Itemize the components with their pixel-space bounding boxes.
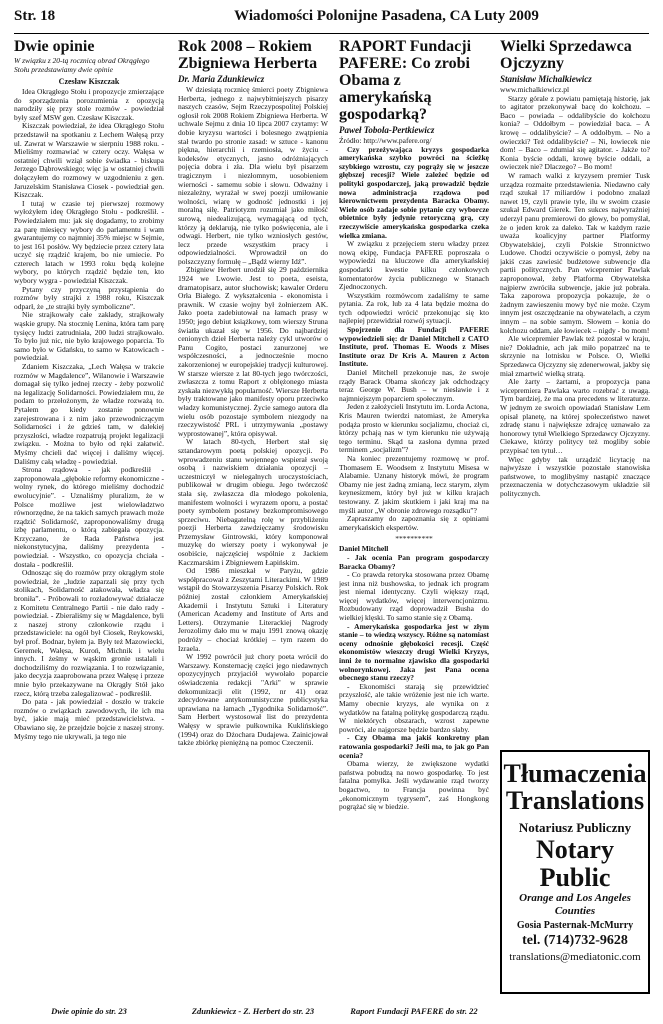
article-dwie-opinie bbox=[14, 38, 164, 1016]
article-byline: Dr. Maria Zdunkiewicz bbox=[178, 74, 265, 84]
article-lead: Czy przeżywająca kryzys gospodarka amerykańska szybko powróci na ścieżkę szybkiego wzrostu, czy pogrąży się w jeszcze głębszej recesji? Wiele zależeć będzie od polityki gospodarczej, jaką prowadzić będzie nowa administracja rządowa pod kierownictwem prezydenta Baracka Obamy. Wiele osób zadaje sobie pytanie czy wyborcze obietnice były jedynie retoryczną grą, czy rzeczywiście amerykańska gospodarka czeka wielka zmiana. bbox=[339, 144, 489, 240]
paragraph: Idea Okrągłego Stołu i propozycje zmierzające do sporządzenia porozumienia z opozycją narodziły się przy stole rozmów - powiedział były szef MSW gen. Czesław Kiszczak. bbox=[14, 87, 164, 122]
paragraph: Strona rządowa - jak podkreślił - zaproponowała „głębokie reformy ekonomiczne - wolny rynek, do którego mieliśmy dochodzić ewolucyjnie”. - Uznaliśmy pluralizm, że w Polsce możliwe jest wielowładztwo równorzędne, że na takich samych prawach może rządzić Solidarność, zaproponowaliśmy drugą izbę parlamentu, o którą zabiegała opozycja. Krzyczano, że Rada Państwa jest niekonstytucyjna, daliśmy prezydenta - powiedział. - Wszystko, co opozycja chciała - dostała - podkreślił. bbox=[14, 465, 164, 569]
translation-ad bbox=[500, 750, 650, 994]
ad-phone[interactable]: tel. (714)732-9628 bbox=[522, 933, 628, 948]
ad-line: Notariusz Publiczny bbox=[518, 820, 632, 835]
paragraph: W dziesiątą rocznicę śmierci poety Zbigniewa Herberta, jednego z najwybitniejszych pisarzy naszych czasów, Sejm Rzeczypospolitej Polskiej ogłosił rok 2008 Rokiem Zbigniewa Herberta. W uchwale Sejmu z dnia 10 lipca 2007 czytamy: W dobie kryzysu wartości i bolesnego zwątpienia stał twardo po stronie zasad: w sztuce - kanonu piękna, hierarchii i rzemiosła, w życiu - kodeksów etycznych, jasno odróżniających pojęcia dobra i zła. Dla wielu był pisarzem tragicznym i niezłomnym, uosobieniem wierności - samemu sobie i słowu. Odważny i niezależny, wyrażał w swej poezji umiłowanie wolności, wiarę w godność jednostki i jej moralną siłę. Patriotyzm rozumiał jako miłość surową, niedealizującą, wymagającą od tych, którzy ją deklarują, nie tylko poświęcenia, ale i odwagi. Herbert, nie tylko wzniosłych gestów, lecz przede wszystkim pracy i odpowiedzialności. Wprowadził on do polszczyzny formułę – „Bądź wierny Idź”. bbox=[178, 85, 328, 266]
article-byline: Paweł Tobola-Pertkiewicz bbox=[339, 125, 435, 135]
answer: - Ekonomiści starają się przewidzieć przyszłość, ale takie wróżenie jest nie ich warte. Mamy obecnie kryzys, ale wynika on z wydatków na fatalną politykę gospodarczą rządu. W niektórych obszarach, wzrost zapewne powróci, ale najgorsze będzie bardzo słaby. bbox=[339, 681, 489, 734]
article-title: Wielki Sprzedawca Ojczyzny bbox=[500, 38, 632, 72]
paragraph: W 1992 powrócił już chory poeta wrócił do Warszawy. Konsternację części jego niedawnych opozycyjnych przyjaciół wywołało poparcie oświadczenia redakcji "Arki" w sprawie dekomunizacji elit (1992, nr 41) oraz zdecydowane antykomunistyczne publicystyka uprawiana na łamach „Tygodnika Solidarność”. Sam Herbert wystosował list do prezydenta Wałęsy w sprawie pułkownika Kuklińskiego (1994) oraz do Dżochara Dudajewa. Zainicjował także zbiórkę pieniężną na pomoc Czeczenii. bbox=[178, 652, 328, 748]
article-deck: W związku z 20-tą rocznicą obrad Okrągłego Stołu przedstawiamy dwie opinie bbox=[14, 56, 150, 74]
ad-line: Translations bbox=[505, 786, 645, 815]
paragraph: W ramach walki z kryzysem premier Tusk urządza rozmaite przedstawienia. Niedawno cały rząd szukał 17 miliardów i podobno znalazł nawet 19, czyli prawie tyle, ilu w swoim czasie szukał Edward Gierek. Ten sukces najwyraźniej uderzył panu premierowi do głowy, bo pomyślał, że o jeden krok za daleko. Tak w każdym razie uważa koalicyjny partner Platformy Obywatelskiej, czyli Polskie Stronnictwo Ludowe. Chodzi oczywiście o pomysł, żeby na jakiś czas zawiesić budżetowe subwencje dla partii politycznych. Pan wicepremier Pawlak zaproponował, żeby Platforma Obywatelska najpierw zwróciła subwencje, jakie już pobrała. Taka zaporowa propozycja pokazuje, że o żadnym zawieszeniu mowy być nie może. Czym innym jest oszczędzanie na obywatelach, a czym innym – na sobie samym. Słowem – konia do kołchozu oddam, ale łowiecek – nigdy - bo mom! bbox=[500, 170, 650, 335]
article-sprzedawca bbox=[500, 38, 650, 1016]
paragraph: Do pata - jak powiedział - doszło w trakcie rozmów o związkach zawodowych, ile ich ma być, jakie mają mieć przedstawicielstwa. - Obawiano się, że przejdzie bojcie z naszej strony. Myśmy tego nie ukrywali, ja tego nie bbox=[14, 697, 164, 741]
paragraph: W związku z przejęciem steru władzy przez nową ekipę, Fundacja PAFERE poproszała o wypowiedzi na kluczowe dla amerykańskiej gospodarki kwestie kilku członkowych komentatorów życia publicznego w Stanach Zjednoczonych. bbox=[339, 239, 489, 292]
paragraph: Kiszczak powiedział, że idea Okrągłego Stołu przedstawił na spotkaniu z Lechem Wałęsą przy ul. Zawrat w Warszawie w sierpniu 1988 roku. - Mieliśmy rozmawiać w cztery oczy. Wałęsa w ostatniej chwili wziął sobie świadka - biskupa Jerzego Dąbrowskiego; więc ja w ostatniej chwili dołączyłem do rozmowy w uzgodnieniu z gen. Jaruzelskim Stanisława Ciosek - powiedział gen. Kiszczak. bbox=[14, 121, 164, 200]
paragraph: Od 1986 mieszkał w Paryżu, gdzie współpracował z Zeszytami Literackimi. W 1989 wstąpił do Stowarzyszenia Pisarzy Polskich. Rok później został członkiem Amerykańskiej Akademii i Instytutu Sztuki i Literatury (American Academy and Institute of Arts and Letters). Otrzymanie Literackiej Nagrody Jerozolimy dało mu w maju 1991 znową okazję podróży – chociaż krótkiej – tym razem do Izraela. bbox=[178, 566, 328, 653]
article-title: RAPORT Fundacji PAFERE: Co zrobi Obama z amerykańską gospodarką? bbox=[339, 38, 472, 123]
paragraph: W latach 80-tych, Herbert stał się sztandarowym poetą polskiej opozycji. Po wprowadzeniu stanu wojennego wspierał swoją osobą i nazwiskiem działania opozycji – uczestniczył w nielegalnych uroczystościach, publikował w drugim obiegu. Jego twórczość stała się, zwłaszcza dla młodego pokolenia, manifestem wolności i wyrazem oporu, a postać poety symbolem postawy bezkompromisowego sprzeciwu. Niebagatelną rolę w przybliżeniu poezji Herberta zawdzięczamy środowisku Przemysław Gintrowski, który komponował muzykę do wierszy poety i wykonywał je osobiście, najczęściej wspólnie z Jackiem Kaczmarskim i Zbigniewem Łapińskim. bbox=[178, 437, 328, 567]
continuation-note: Raport Fundacji PAFERE do str. 22 bbox=[339, 1004, 489, 1016]
answer: - Co prawda retoryka stosowana przez Obamę jest inna niż bushowska, to jednak ich program jest niemal identyczny. Czyli większy rząd, więcej wydatków, więcej interwencjonizmu. Rozbudowany rząd doprowadził Busha do wielkiej klęski. To samo stanie się z Obamą. bbox=[339, 570, 489, 623]
page-number: Str. 18 bbox=[14, 8, 56, 24]
article-pafere-report bbox=[339, 38, 489, 1016]
paragraph: I tutaj w czasie tej pierwszej rozmowy wyłożyłem ideę Okrągłego Stołu - podkreślił. - Powiedziałem mu: jak się dogadamy, to zrobimy za parę miesięcy wybory do parlamentu i wam gwarantujemy co najmniej 35% miejsc w Sejmie, to jest 161 posłów. Wy będziecie przez cztery lata uczyć się rządzić krajem, bo nie umiecie. Po czterech latach w 1993 roku będą kolejne wybory, po których rządzić będzie ten, kto wybory wygra - powiedział Kiszczak. bbox=[14, 198, 164, 286]
section-subhead: Czesław Kiszczak bbox=[58, 77, 120, 86]
article-title: Rok 2008 – Rokiem Zbigniewa Herberta bbox=[178, 38, 318, 72]
interviewee-name: Daniel Mitchell bbox=[339, 544, 389, 554]
paragraph: Ale żarty – żartami, a propozycja pana wicepremiera Pawlaka warto rozebrać z uwagą. Tym bardziej, że ma ona precedens w literaturze. W jednym ze swoich opowiadań Stanisław Lem opisał planetę, na której społeczeństwo nawet zdradę stanu i największe zdrajcę uznawało za honorowy tytuł Wielkiego Sprzedawcy Ojczyzny. Ciekawe, którzy politycy też mogliby sobie przypisać ten tytuł… bbox=[500, 377, 650, 455]
source-link[interactable]: www.michalkiewicz.pl bbox=[500, 85, 570, 94]
paragraph: Zapraszamy do zapoznania się z opiniami amerykańskich ekspertów. bbox=[339, 514, 489, 532]
paragraph: Wszystkim rozmówcom zadaliśmy te same pytania. Za rok, lub za 4 lata będzie można do tych odpowiedzi wrócić przekonując się kto najlepiej przewidział rozwój sytuacji. bbox=[339, 290, 489, 326]
paragraph: Jeden z założycieli Instytutu im. Lorda Actona, Kris Mauren twierdzi natomiast, że Ameryka podąża prosto w kierunku socjalizmu, chociaż ci, którzy pchają nas w tym kierunku nie używają tego terminu. Skąd ta zasłona dymna przed terminem „socjalizm”? bbox=[339, 402, 489, 455]
article-herbert bbox=[178, 38, 328, 1016]
ad-line: Tłumaczenia bbox=[503, 759, 647, 788]
source-link[interactable]: Źródło: http://www.pafere.org/ bbox=[339, 136, 432, 145]
ad-line: Notary Public bbox=[536, 835, 614, 892]
paragraph: Odnosząc się do rozmów przy okrągłym stole powiedział, że „ludzie zaparzali się przy tych stolikach, Solidarność atakowała, władza się broniła”. - Próbowali to rozładowywać działacze z Komitetu Centralnego Partii - nie dało rady - powiedział. - Zbieraliśmy się w Magdalence, byli z naszej strony członkowie rządu i przedstawiciele: na ogół był Ciosek, Reykowski, był prof. Bodnar, byłem ja. Były też Mazowiecki, Geremek, Wałęsa, Kuroń, Michnik i wielu innych. I żeśmy w wąskim gronie ustalali i dochodziliśmy do rozwiązania. I to rozwiązanie, jako decyzja zaaprobowana przez Wałęsę i przeze mnie było przekazywane na Okrągły Stół jako rzecz, którą trzeba zalegalizować - podkreślił. bbox=[14, 568, 164, 698]
paragraph: Ale wicepremier Pawlak też pozostał w kraju, nie? Dokładnie, ach jak miło popatrzeć na te skrzynie na lotnisku w Polsce. O, Wielki Sprzedawca Ojczyzny się zdenerwował, jakby się miał zmartwić wielką stratą. bbox=[500, 334, 650, 378]
paragraph: Starzy górale z powiatu pamiętają historię, jak to agitator przekonywał bacę do kołchozu. – Baco – powiada – oddalibyście do kołchozu konia? – Oddołbym – powiedział baca. – A krowę – oddalibyście? – A oddołbym. – No a owieczki? Też oddalibyście? – Ni, łowiecek nie dom! – Baco – zdumiał się agitator. - Jakże to? Konia byście oddali, krowę byście oddali, a owieczek nie? Dlaczego? – Bo mom! bbox=[500, 93, 650, 172]
ad-line: Orange and Los Angeles Counties bbox=[519, 892, 631, 917]
header-rule bbox=[14, 33, 649, 34]
paragraph: Więc gdyby tak urządzić licytację na najwyższe i wszystkie pozostałe stanowiska państwowe, to moglibyśmy nastąpić znaczące przeznaczenia w dotychczasowym układzie sił politycznych. bbox=[500, 454, 650, 498]
question: - Czy Obama ma jakiś konkretny plan ratowania gospodarki? Jeśli ma, to jak go Pan ocenia? bbox=[339, 733, 489, 760]
masthead: Wiadomości Polonijne Pasadena, CA Luty 2009 bbox=[234, 8, 539, 24]
paragraph: Zbigniew Herbert urodził się 29 października 1924 we Lwowie. Jest to poeta, eseista, dramatopisarz, autor słuchowisk; kawaler Orderu Orła Białego. Z wykształcenia - ekonomista i prawnik. W czasie wojny był żołnierzem AK. Jako poeta zadebiutował na łamach prasy w 1950; jego debiut książkowy, tom wierszy Struna światła ukazał się w 1956. Do najbardziej cenionych dzieł Herberta należy cykl utworów o Panu Cogito, postaci zanurzonej we współczesności, a jednocześnie mocno zakorzenionej w europejskiej tradycji kulturowej. W starsze wiersze z lat 80-tych jego twórczości, zwłaszcza z tomu Raport z oblężonego miasta zyskała niezwykłą popularność. Wiersze Herberta były traktowane jako manifesty oporu przeciwko władzy komunistycznej. Życie samego autora dla wielu osób pozostaje symbolem niezgody na rzeczywistość PRL i utrzymywania „postawy wyprostowanej”, która opisywał. bbox=[178, 265, 328, 438]
paragraph: Nie strajkowały całe zakłady, strajkowały wąskie grupy. Na stocznię Lenina, która tam parę tysięcy ludzi zatrudniała, 200 ludzi strajkowało. To było już nic, nie było krajowego poparcia. To samo było w Gdańsku, to samo w Katowicach - powiedział. bbox=[14, 310, 164, 363]
continuation-note: Zdunkiewicz - Z. Herbert do str. 23 bbox=[178, 1004, 328, 1016]
paragraph: Daniel Mitchell przekonuje nas, że swoje rządy Barack Obama skończy jak odchodzący teraz George W. Bush – w niesławie i z najmniejszym poparciem społecznym. bbox=[339, 368, 489, 403]
article-byline: Stanisław Michalkiewicz bbox=[500, 74, 592, 84]
paragraph: Spojrzenie dla Fundacji PAFERE wypowiedzieli się: dr Daniel Mitchell z CATO Institute, prof. Thomas E. Woods z Mises Institute oraz Dr Kris A. Mauren z Acton Institute. bbox=[339, 325, 489, 369]
question: - Amerykańska gospodarka jest w złym stanie – to wiedzą wszyscy. Różne są natomiast oceny odnośnie głębokości recesji. Część ekonomistów wieszczy drugi Wielki Kryzys, inni że to normalne zjawisko dla gospodarki wolnorynkowej. Jaka jest Pana ocena obecnego stanu rzeczy? bbox=[339, 621, 489, 683]
question: - Jak ocenia Pan program gospodarczy Baracka Obamy? bbox=[339, 552, 489, 571]
answer: Obama wierzy, że zwiększone wydatki państwa pobudzą na nowo gospodarkę. To jest fatalna pomyłka. Jeśli wydawanie rząd tworzy bogactwo, to Francja powinna być „ekonomicznym tygrysem”, zaś Hongkong pogrążać się w biedzie. bbox=[339, 759, 489, 812]
ad-email[interactable]: translations@mediatonic.com bbox=[509, 951, 641, 963]
separator: ********** bbox=[395, 534, 433, 544]
paragraph: Pytany czy przyczyną przystąpienia do rozmów były strajki z 1988 roku, Kiszczak odparł, że „te strajki były symboliczne”. bbox=[14, 284, 164, 311]
ad-contact-name: Gosia Pasternak-McMurry bbox=[516, 920, 634, 931]
article-title: Dwie opinie bbox=[14, 38, 95, 55]
continuation-note: Dwie opinie do str. 23 bbox=[14, 1004, 164, 1016]
paragraph: Zdaniem Kiszczaka, „Lech Wałęsa w trakcie rozmów w Magdalence”, Wilanowie i Warszawie domagał się tylko jednej rzeczy - żeby pozwolić na legalizację Solidarności. Powiedziałem mu, że podam to przełożonym, że władze rozważą to. Pytałem go kiedy zostanie ponownie zarejestrowana i z nim jako przewodniczącym Solidarności i że gdzieś tam, w dalekiej przyszłości, władze rozpatrują projekt legalizacji związku. - Można to było od ręki załatwić. Myśmy chcieli dać więcej i daliśmy więcej. Daliśmy całą władzę - powiedział. bbox=[14, 362, 164, 466]
page-header bbox=[14, 8, 649, 30]
paragraph: Na koniec prezentujemy rozmowę w prof. Thomasem E. Woodsem z Instytutu Misesa w Alabamie. Uznany historyk mówi, że program Obamy nie jest żadną zmianą, lecz starym, złym keynesizmem, który był już w kilku krajach testowany. Z jakim skutkiem i jaki kraj ma na myśli autor „W obronie zdrowego rozsądku”? bbox=[339, 453, 489, 515]
